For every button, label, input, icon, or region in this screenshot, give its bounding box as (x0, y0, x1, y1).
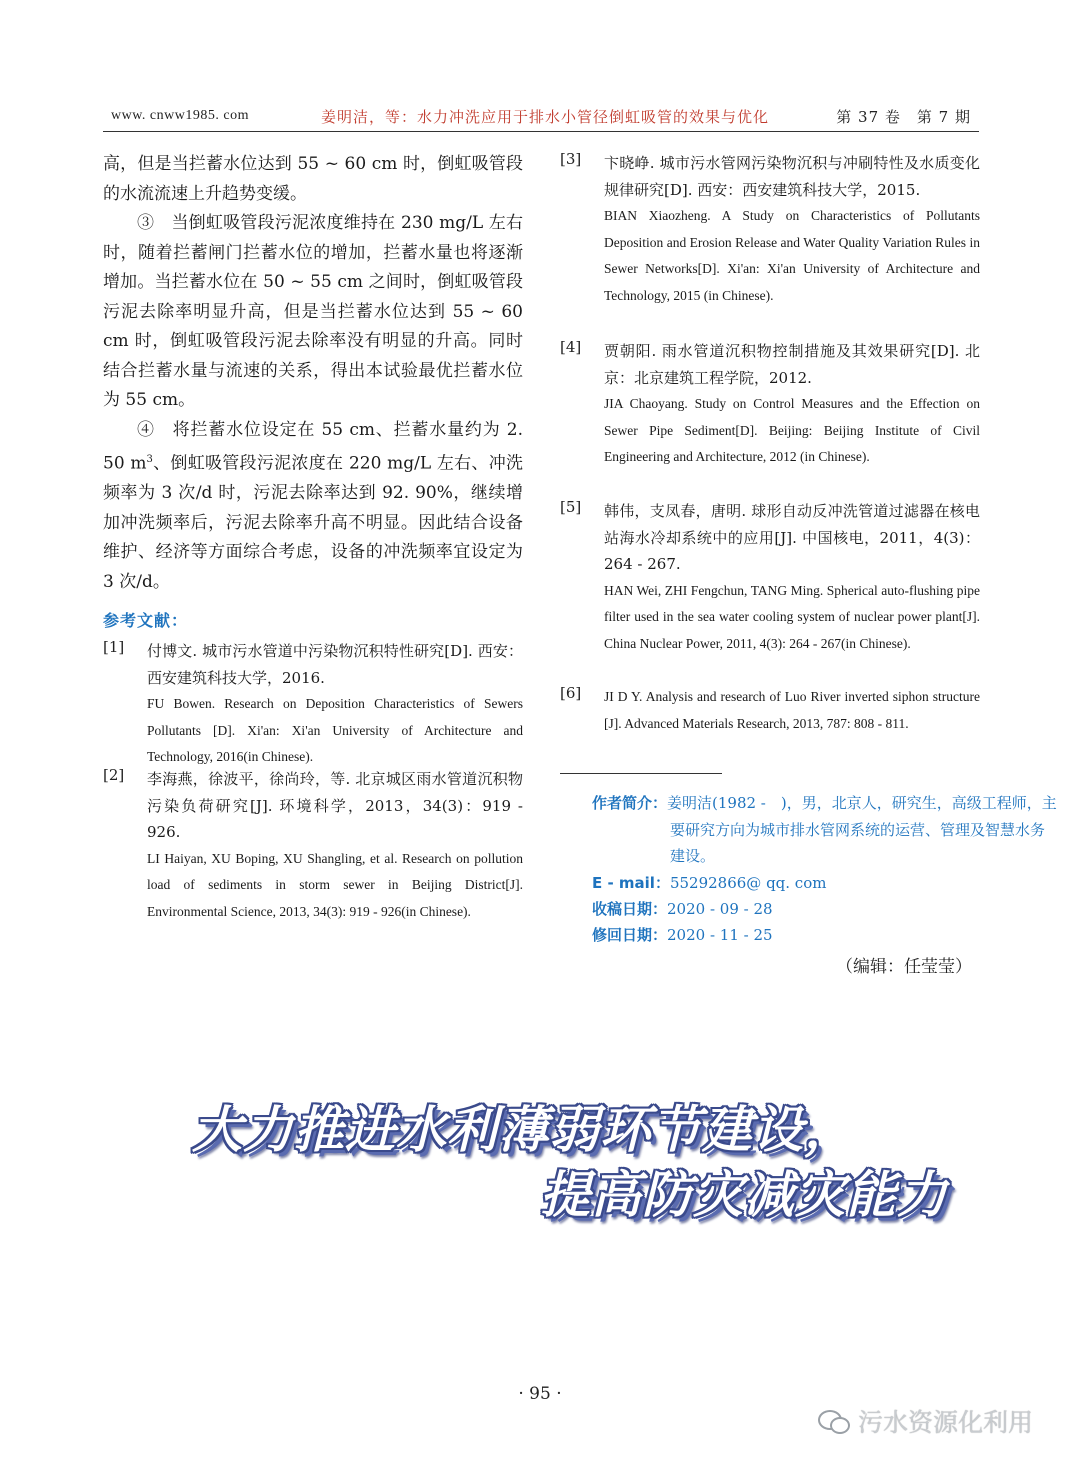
author-bio-text: 姜明洁(1982 - )，男，北京人，研究生，高级工程师，主要研究方向为城市排水管网系统的运营、管理及智慧水务建设。 (667, 794, 1057, 865)
wechat-watermark (818, 1404, 1033, 1438)
reference-number: [5] (560, 498, 582, 516)
reference-number: [6] (560, 684, 582, 702)
reference-cn: 李海燕，徐波平，徐尚玲，等. 北京城区雨水管道沉积物污染负荷研究[J]. 环境科学，2013，34(3)：919 - 926. (147, 770, 523, 841)
superscript-3: 3 (146, 454, 153, 465)
slogan-line-1: 大力推进水利薄弱环节建设， (192, 1101, 855, 1159)
reference-en: JI D Y. Analysis and research of Luo River inverted siphon structure [J]. Advanced Materials Research, 2013, 787: 808 - 811. (604, 689, 980, 731)
journal-url[interactable]: www. cnww1985. com (111, 108, 249, 123)
header-rule (103, 131, 979, 132)
email-value[interactable]: 55292866@ qq. com (669, 874, 827, 892)
revised-label: 修回日期： (592, 926, 668, 944)
article-running-title: 姜明洁，等：水力冲洗应用于排水小管径倒虹吸管的效果与优化 (321, 108, 770, 126)
reference-number: [1] (103, 638, 125, 656)
conclusion-paragraph-4 (103, 416, 523, 598)
revised-date: 2020 - 11 - 25 (667, 926, 773, 944)
references-heading: 参考文献： (103, 611, 189, 630)
conclusion-4-part-a: ④ 将拦蓄水位设定在 55 cm、拦蓄水量约为 2. 50 m (103, 419, 523, 474)
reference-en: FU Bowen. Research on Deposition Characteristics of Sewers Pollutants [D]. Xi'an: Xi'an University of Architecture and Technology, 2016(in Chinese). (147, 696, 523, 764)
slogan-line-2: 提高防灾减灾能力 (540, 1166, 948, 1224)
reference-cn: 贾朝阳. 雨水管道沉积物控制措施及其效果研究[D]. 北京：北京建筑工程学院，2012. (604, 342, 980, 387)
revised-date-row (592, 922, 773, 949)
reference-en: BIAN Xiaozheng. A Study on Characteristics of Pollutants Deposition and Erosion Release and Water Quality Variation Rules in Sewer Networks[D]. Xi'an: Xi'an University of Architecture and Technology, 2015 (in Chinese). (604, 208, 980, 303)
reference-en: HAN Wei, ZHI Fengchun, TANG Ming. Spherical auto-flushing pipe filter used in the sea water cooling system of nuclear power plant[J]. China Nuclear Power, 2011, 4(3): 264 - 267(in Chinese). (604, 582, 980, 651)
received-label: 收稿日期： (592, 900, 668, 918)
conclusion-paragraph-3: ③ 当倒虹吸管段污泥浓度维持在 230 mg/L 左右时，随着拦蓄闸门拦蓄水位的增加，拦蓄水量也将逐渐增加。当拦蓄水位在 50 ~ 55 cm 之间时，倒虹吸管段污泥去除率明显升高，但是当拦蓄水位达到 55 ~ 60 cm 时，倒虹吸管段污泥去除率没有明显的升高。同时结合拦蓄水量与流速的关系，得出本试验最优拦蓄水位为 55 cm。 (103, 213, 523, 410)
left-column-body (103, 150, 523, 597)
reference-number: [3] (560, 150, 582, 168)
reference-cn: 韩伟，支凤春，唐明. 球形自动反冲洗管道过滤器在核电站海水冷却系统中的应用[J]. 中国核电，2011，4(3)：264 - 267. (604, 502, 980, 573)
footnote-rule (560, 773, 722, 774)
volume-issue: 第 37 卷 第 7 期 (836, 108, 971, 126)
received-date: 2020 - 09 - 28 (667, 900, 773, 918)
reference-en: JIA Chaoyang. Study on Control Measures and the Effection on Sewer Pipe Sediment[D]. Beijing: Beijing Institute of Civil Engineering and Architecture, 2012 (in Chinese). (604, 396, 980, 464)
author-bio (592, 790, 1058, 870)
watermark-text: 污水资源化利用 (858, 1408, 1034, 1437)
reference-number: [4] (560, 338, 582, 356)
page-number: · 95 · (518, 1384, 562, 1404)
editor-credit: （编辑：任莹莹） (836, 957, 972, 977)
wechat-icon (818, 1408, 850, 1434)
conclusion-paragraph-2-end: 高，但是当拦蓄水位达到 55 ~ 60 cm 时，倒虹吸管段的水流流速上升趋势变缓。 (103, 154, 523, 204)
email-label: E - mail： (592, 874, 670, 892)
conclusion-4-part-b: 、倒虹吸管段污泥浓度在 220 mg/L 左右、冲洗频率为 3 次/d 时，污泥去除率达到 92. 90%，继续增加冲洗频率后，污泥去除率升高不明显。因此结合设备维护、经济等方面综合考虑，设备的冲洗频率宜设定为 3 次/d。 (103, 453, 523, 592)
received-date-row (592, 896, 773, 923)
reference-number: [2] (103, 766, 125, 784)
author-bio-label: 作者简介： (592, 794, 668, 812)
email-row (592, 870, 826, 897)
reference-cn: 卞晓峥. 城市污水管网污染物沉积与冲刷特性及水质变化规律研究[D]. 西安：西安建筑科技大学，2015. (604, 154, 980, 199)
running-header (103, 104, 979, 130)
reference-en: LI Haiyan, XU Boping, XU Shangling, et al. Research on pollution load of sediments in storm sewer in Beijing District[J]. Environmental Science, 2013, 34(3): 919 - 926(in Chinese). (147, 850, 523, 919)
reference-cn: 付博文. 城市污水管道中污染物沉积特性研究[D]. 西安：西安建筑科技大学，2016. (147, 642, 523, 687)
